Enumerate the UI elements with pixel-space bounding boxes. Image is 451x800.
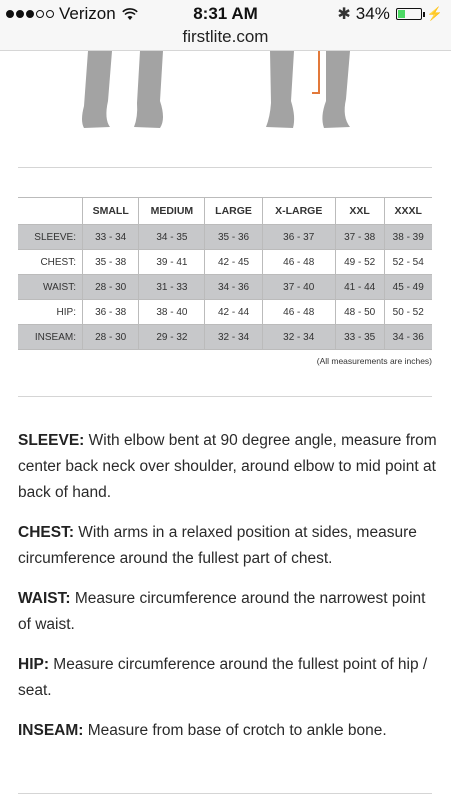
table-cell: 34 - 36 <box>205 275 262 300</box>
table-cell: 39 - 41 <box>139 250 205 275</box>
table-cell: 52 - 54 <box>384 250 432 275</box>
definition-hip <box>18 652 438 704</box>
definition-term: CHEST: <box>18 524 74 541</box>
table-cell: 28 - 30 <box>83 325 139 350</box>
address-bar-url[interactable]: firstlite.com <box>182 27 269 46</box>
table-cell: 31 - 33 <box>139 275 205 300</box>
measurements-note: (All measurements are inches) <box>316 356 432 366</box>
table-row-sleeve <box>18 225 432 250</box>
table-cell: 28 - 30 <box>83 275 139 300</box>
size-header-xxl: XXL <box>335 198 384 225</box>
status-bar <box>0 0 451 51</box>
size-header-small: SMALL <box>83 198 139 225</box>
battery-level <box>398 10 405 18</box>
definition-term: INSEAM: <box>18 722 84 739</box>
table-cell: 46 - 48 <box>262 250 335 275</box>
row-label: CHEST: <box>18 250 83 275</box>
status-left <box>6 4 138 24</box>
battery-percent: 34% <box>355 4 390 23</box>
table-cell: 35 - 36 <box>205 225 262 250</box>
definition-text: Measure circumference around the fullest point of hip / seat. <box>18 656 428 699</box>
table-cell: 50 - 52 <box>384 300 432 325</box>
table-row-hip <box>18 300 432 325</box>
definition-term: HIP: <box>18 656 49 673</box>
table-cell: 29 - 32 <box>139 325 205 350</box>
measurement-definitions <box>18 428 438 758</box>
table-cell: 38 - 39 <box>384 225 432 250</box>
row-label: HIP: <box>18 300 83 325</box>
left-figure-left-leg <box>82 51 112 128</box>
carrier-label: Verizon <box>59 4 116 23</box>
bluetooth-icon: ✱ <box>337 6 351 23</box>
table-cell: 42 - 45 <box>205 250 262 275</box>
row-label: SLEEVE: <box>18 225 83 250</box>
divider-middle <box>18 396 432 397</box>
divider-bottom <box>18 793 432 794</box>
size-header-xxxl: XXXL <box>384 198 432 225</box>
size-header-medium: MEDIUM <box>139 198 205 225</box>
table-row-inseam <box>18 325 432 350</box>
size-header-xlarge: X-LARGE <box>262 198 335 225</box>
table-cell: 37 - 38 <box>335 225 384 250</box>
definition-text: Measure from base of crotch to ankle bone. <box>83 722 387 739</box>
table-cell: 32 - 34 <box>262 325 335 350</box>
table-cell: 35 - 38 <box>83 250 139 275</box>
table-cell: 49 - 52 <box>335 250 384 275</box>
right-figure-right-leg <box>322 51 350 128</box>
body-figures-illustration <box>0 51 451 146</box>
definition-chest <box>18 520 438 572</box>
table-cell: 32 - 34 <box>205 325 262 350</box>
definition-term: WAIST: <box>18 590 71 607</box>
table-cell: 38 - 40 <box>139 300 205 325</box>
table-cell: 33 - 35 <box>335 325 384 350</box>
definition-sleeve <box>18 428 438 506</box>
definition-text: With arms in a relaxed position at sides, measure circumference around the fullest part of chest. <box>18 524 417 567</box>
table-cell: 36 - 37 <box>262 225 335 250</box>
clock: 8:31 AM <box>193 4 258 23</box>
signal-dots-icon <box>6 10 54 18</box>
table-cell: 34 - 35 <box>139 225 205 250</box>
table-cell: 33 - 34 <box>83 225 139 250</box>
row-label: WAIST: <box>18 275 83 300</box>
status-right <box>337 4 443 24</box>
definition-waist <box>18 586 438 638</box>
table-cell: 37 - 40 <box>262 275 335 300</box>
size-header-large: LARGE <box>205 198 262 225</box>
row-label: INSEAM: <box>18 325 83 350</box>
table-row-chest <box>18 250 432 275</box>
definition-text: Measure circumference around the narrowest point of waist. <box>18 590 426 633</box>
table-cell: 36 - 38 <box>83 300 139 325</box>
inseam-measure-line <box>312 51 319 93</box>
table-cell: 46 - 48 <box>262 300 335 325</box>
size-chart-table <box>18 197 432 350</box>
header-blank-cell <box>18 198 83 225</box>
table-cell: 41 - 44 <box>335 275 384 300</box>
battery-icon <box>396 8 422 20</box>
divider-top <box>18 167 432 168</box>
table-row-waist <box>18 275 432 300</box>
definition-term: SLEEVE: <box>18 432 85 449</box>
definition-inseam <box>18 718 438 744</box>
right-figure-left-leg <box>266 51 294 128</box>
table-cell: 45 - 49 <box>384 275 432 300</box>
charging-bolt-icon: ⚡ <box>426 6 443 21</box>
definition-text: With elbow bent at 90 degree angle, measure from center back neck over shoulder, around elbow to mid point at back of hand. <box>18 432 437 501</box>
size-header-row <box>18 198 432 225</box>
wifi-icon <box>122 7 138 21</box>
left-figure-right-leg <box>134 51 163 128</box>
table-cell: 34 - 36 <box>384 325 432 350</box>
table-cell: 48 - 50 <box>335 300 384 325</box>
table-cell: 42 - 44 <box>205 300 262 325</box>
